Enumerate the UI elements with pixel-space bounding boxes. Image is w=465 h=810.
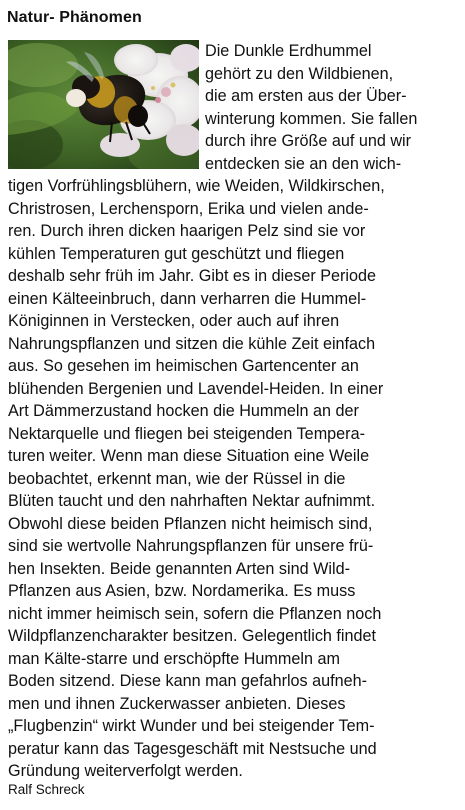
- body-text-line: gehört zu den Wildbienen,: [205, 64, 394, 83]
- body-text-line: Obwohl diese beiden Pflanzen nicht heimisch sind,: [8, 514, 373, 533]
- body-text-line: winterung kommen. Sie fallen: [205, 109, 418, 128]
- body-text-line: peratur kann das Tagesgeschäft mit Nestsuche und: [8, 739, 377, 758]
- body-text-line: Königinnen in Verstecken, oder auch auf ihren: [8, 312, 340, 330]
- bumblebee-on-blossom-icon: [8, 40, 199, 169]
- body-text-line: Nahrungspflanzen und sitzen die kühle Zeit einfach: [8, 334, 376, 353]
- body-text-line: die am ersten aus der Über-: [205, 87, 407, 105]
- body-text-line: einen Kälteeinbruch, dann verharren die Hummel-: [8, 289, 367, 308]
- body-text-line: nicht immer heimisch sein, sofern die Pflanzen noch: [8, 604, 382, 623]
- body-text-line: kühlen Temperaturen gut geschützt und fliegen: [8, 244, 345, 263]
- body-text-line: durch ihre Größe auf und wir: [205, 132, 412, 150]
- body-text-line: entdecken sie an den wich-: [205, 154, 402, 173]
- body-text-line: men und ihnen Zuckerwasser anbieten. Dieses: [8, 694, 346, 713]
- body-text-line: sind sie wertvolle Nahrungspflanzen für unsere frü-: [8, 537, 374, 555]
- body-text-line: blühenden Bergenien und Lavendel-Heiden. In einer: [8, 379, 384, 398]
- article-title: Natur- Phänomen: [7, 9, 142, 26]
- body-text-line: Pflanzen aus Asien, bzw. Nordamerika. Es muss: [8, 582, 356, 600]
- body-text-line: Christrosen, Lerchensporn, Erika und vielen ande-: [8, 199, 369, 218]
- body-text-line: Nektarquelle und fliegen bei steigenden Tempera-: [8, 424, 365, 443]
- body-text-line: hen Insekten. Beide genannten Arten sind Wild-: [8, 559, 350, 578]
- body-text-line: Wildpflanzencharakter besitzen. Gelegentlich findet: [8, 627, 377, 645]
- body-text-line: beobachtet, erkennt man, wie der Rüssel in die: [8, 469, 346, 488]
- body-text-line: aus. So gesehen im heimischen Gartencenter an: [8, 357, 359, 375]
- body-text-line: ren. Durch ihren dicken haarigen Pelz sind sie vor: [8, 222, 366, 240]
- body-text-line: „Flugbenzin“ wirkt Wunder und bei steigender Tem-: [8, 717, 375, 735]
- body-text-line: Gründung weiterverfolgt werden.: [8, 762, 243, 780]
- author-name: Ralf Schreck: [8, 782, 85, 797]
- body-text-line: man Kälte-starre und erschöpfte Hummeln am: [8, 649, 340, 668]
- body-text-line: Die Dunkle Erdhummel: [205, 42, 372, 60]
- body-text-line: tigen Vorfrühlingsblühern, wie Weiden, Wildkirschen,: [8, 177, 385, 195]
- bumblebee-photo: [8, 40, 199, 169]
- body-text-line: Blüten taucht und den nahrhaften Nektar aufnimmt.: [8, 492, 376, 510]
- body-text-line: deshalb sehr früh im Jahr. Gibt es in dieser Periode: [8, 267, 377, 285]
- body-text-line: Art Dämmerzustand hocken die Hummeln an der: [8, 402, 359, 420]
- body-text-line: Boden sitzend. Diese kann man gefahrlos aufneh-: [8, 672, 368, 690]
- body-text-line: turen weiter. Wenn man diese Situation eine Weile: [8, 447, 370, 465]
